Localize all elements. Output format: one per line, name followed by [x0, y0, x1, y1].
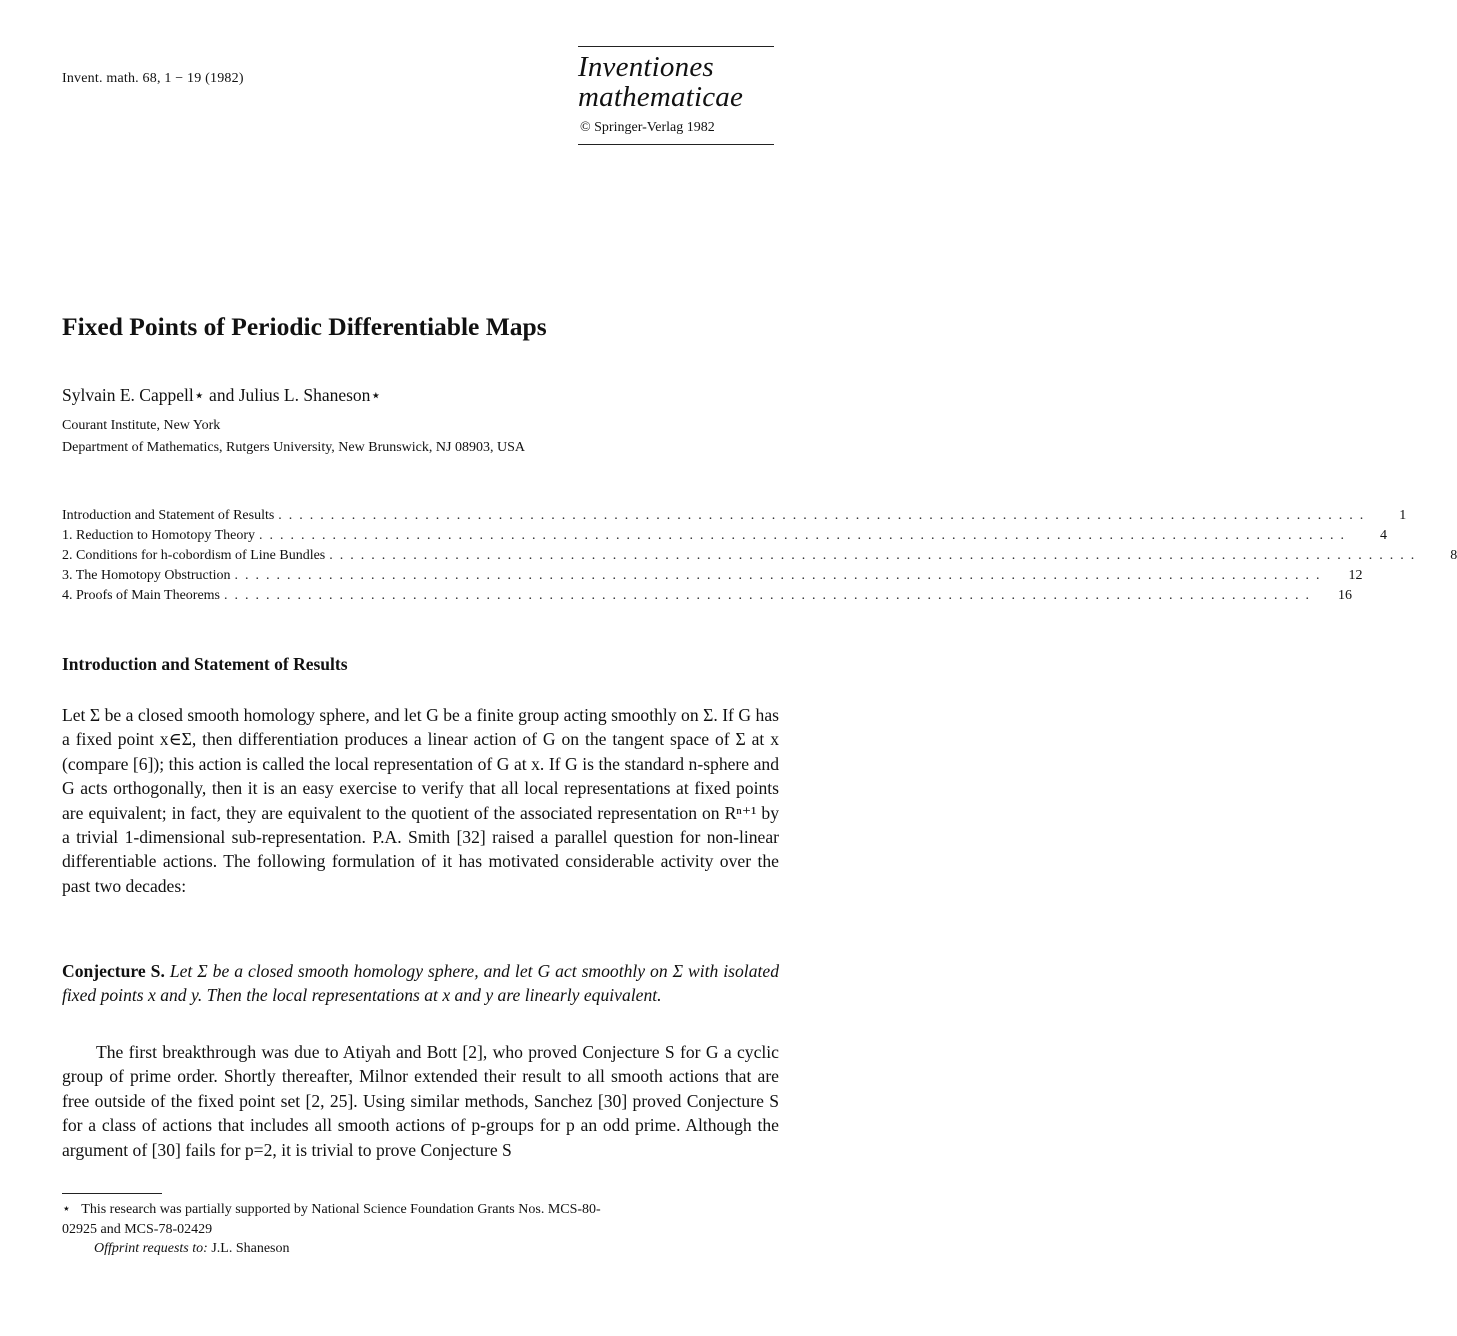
toc-entry[interactable]: [62, 568, 1363, 588]
toc-leader-dots: ........................................................................................................: [224, 588, 1316, 603]
toc-entry-label: Introduction and Statement of Results: [62, 508, 275, 523]
intro-paragraph: Let Σ be a closed smooth homology sphere, and let G be a finite group acting smoothly on Σ. If G has a fixed point x∈Σ, then differentiation produces a linear action of G on the tangent space of Σ at x (compare [6]); this action is called the local representation of G at x. If G is the standard n-sphere and G acts orthogonally, then it is an easy exercise to verify that all local representations at fixed points are equivalent; in fact, they are equivalent to the quotient of the associated representation on Rⁿ⁺¹ by a trivial 1-dimensional sub-representation. P.A. Smith [32] raised a parallel question for non-linear differentiable actions. The following formulation of it has motivated considerable activity over the past two decades:: [62, 705, 779, 896]
footnote-funding-line2: 02925 and MCS-78-02429: [62, 1221, 213, 1237]
toc-entry-page: 1: [1399, 508, 1407, 523]
journal-name-line2: mathematicae: [578, 81, 744, 113]
footnote: [62, 1200, 780, 1259]
toc-entry-label: 1. Reduction to Homotopy Theory: [62, 528, 255, 543]
masthead-top-rule: [578, 46, 774, 47]
offprint-name: J.L. Shaneson: [211, 1241, 290, 1256]
offprint-request: [62, 1239, 780, 1259]
conjecture-label: Conjecture S.: [62, 961, 165, 981]
toc-entry[interactable]: [62, 528, 1387, 548]
paper-title: Fixed Points of Periodic Differentiable Maps: [62, 312, 547, 341]
conjecture-statement: [62, 959, 779, 1008]
author-line: Sylvain E. Cappell⋆ and Julius L. Shaneson⋆: [62, 385, 382, 405]
toc-entry-page: 4: [1380, 528, 1387, 543]
footnote-marker: ⋆: [62, 1202, 71, 1217]
section-heading: Introduction and Statement of Results: [62, 654, 348, 674]
footnote-rule: [62, 1193, 162, 1194]
history-paragraph: The first breakthrough was due to Atiyah and Bott [2], who proved Conjecture S for G a cyclic group of prime order. Shortly thereafter, Milnor extended their result to all smooth actions that are free outside of the fixed point set [2, 25]. Using similar methods, Sanchez [30] proved Conjecture S for a class of actions that includes all smooth actions of p-groups for p an odd prime. Although the argument of [30] fails for p=2, it is trivial to prove Conjecture S: [62, 1042, 779, 1160]
toc-entry-label: 4. Proofs of Main Theorems: [62, 588, 220, 603]
journal-reference: Invent. math. 68, 1 − 19 (1982): [62, 71, 244, 86]
toc-leader-dots: ........................................................................................................: [259, 528, 1351, 543]
masthead-bottom-rule: [578, 144, 774, 145]
copyright-notice: © Springer-Verlag 1982: [580, 120, 715, 135]
toc-entry-page: 8: [1450, 548, 1457, 563]
toc-leader-dots: ........................................................................................................: [329, 548, 1422, 563]
conjecture-text: Let Σ be a closed smooth homology sphere, and let G act smoothly on Σ with isolated fixed points x and y. Then the local representations at x and y are linearly equivalent.: [62, 961, 779, 1006]
table-of-contents: [62, 508, 1457, 608]
toc-leader-dots: ........................................................................................................: [234, 568, 1327, 583]
toc-leader-dots: ........................................................................................................: [278, 508, 1371, 523]
footnote-funding-line1: This research was partially supported by National Science Foundation Grants Nos. MCS-80-: [81, 1202, 601, 1217]
toc-entry-label: 2. Conditions for h-cobordism of Line Bundles: [62, 548, 326, 563]
toc-entry-page: 16: [1338, 588, 1352, 603]
affiliation-courant: Courant Institute, New York: [62, 418, 221, 433]
affiliation-rutgers: Department of Mathematics, Rutgers University, New Brunswick, NJ 08903, USA: [62, 440, 525, 455]
toc-entry[interactable]: [62, 588, 1352, 608]
journal-masthead: [578, 46, 774, 145]
offprint-label: Offprint requests to:: [94, 1241, 208, 1256]
toc-entry[interactable]: [62, 548, 1457, 568]
journal-name-line1: Inventiones: [578, 51, 714, 83]
toc-entry[interactable]: [62, 508, 1407, 528]
toc-entry-page: 12: [1348, 568, 1363, 583]
toc-entry-label: 3. The Homotopy Obstruction: [62, 568, 231, 583]
